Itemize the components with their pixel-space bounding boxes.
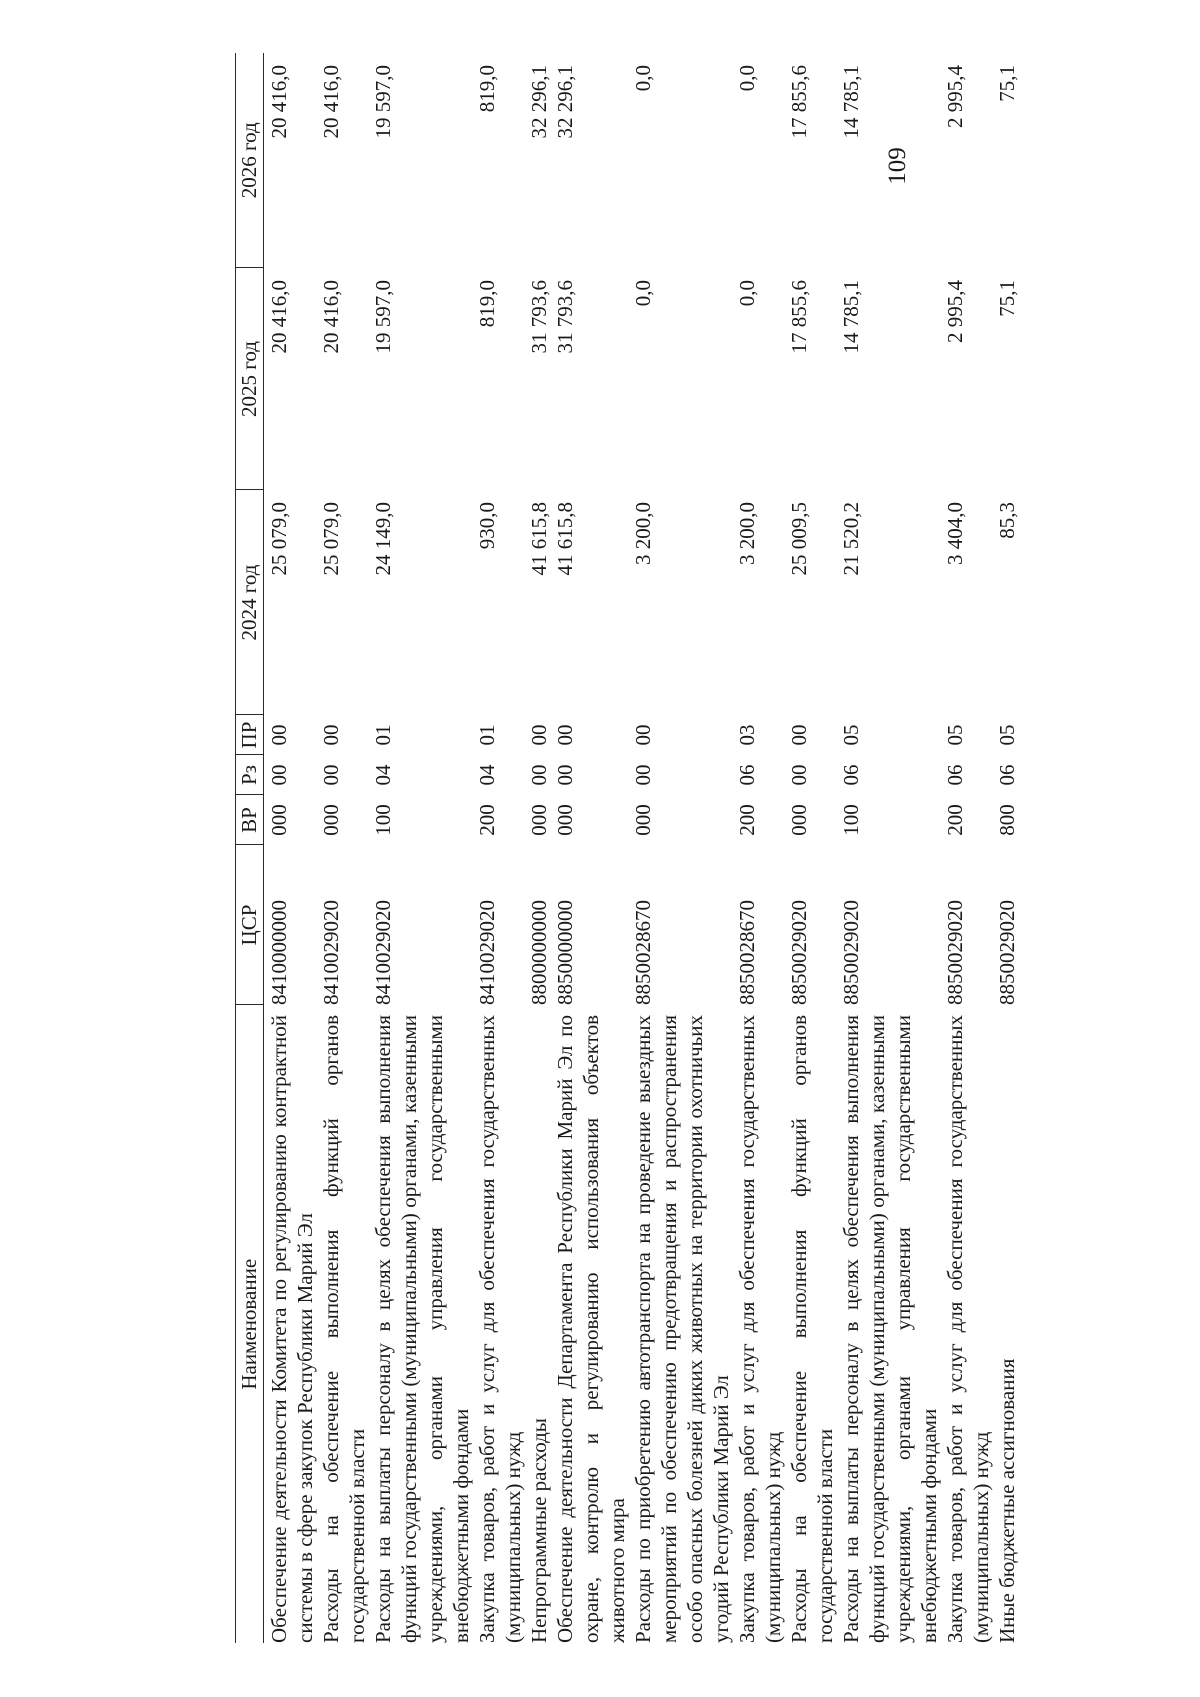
row-rz: 04 — [371, 764, 395, 786]
row-name: Закупка товаров, работ и услуг для обеспечения государственных (муниципальных) нужд — [475, 1015, 525, 1643]
row-2025: 75,1 — [995, 280, 1019, 317]
row-2024: 24 149,0 — [371, 502, 395, 576]
col-header-2025: 2025 год — [236, 268, 264, 490]
row-pr: 01 — [371, 724, 395, 746]
row-vr: 200 — [475, 804, 499, 836]
row-csr: 8410029020 — [475, 900, 499, 1005]
table-row — [370, 53, 474, 1643]
rotated-content — [235, 53, 1200, 1643]
row-rz: 06 — [943, 764, 967, 786]
row-csr: 8850029020 — [943, 900, 967, 1005]
row-vr: 000 — [267, 804, 291, 836]
row-2025: 20 416,0 — [267, 280, 291, 354]
table-row — [264, 53, 319, 1643]
row-2026: 20 416,0 — [267, 65, 291, 139]
table-row — [474, 53, 526, 1643]
row-2026: 32 296,1 — [527, 65, 551, 139]
col-header-csr: ЦСР — [236, 845, 264, 1005]
row-2026: 0,0 — [735, 65, 759, 92]
row-csr: 8850029020 — [839, 900, 863, 1005]
row-vr: 000 — [527, 804, 551, 836]
row-2024: 41 615,8 — [527, 502, 551, 576]
header-row — [236, 53, 264, 1643]
row-vr: 200 — [735, 804, 759, 836]
row-2026: 14 785,1 — [839, 65, 863, 139]
row-rz: 00 — [319, 764, 343, 786]
row-2025: 19 597,0 — [371, 280, 395, 354]
row-csr: 8800000000 — [527, 900, 551, 1005]
row-2024: 25 079,0 — [267, 502, 291, 576]
row-csr: 8850029020 — [995, 900, 1019, 1005]
row-2024: 930,0 — [475, 502, 499, 550]
table-row — [526, 53, 552, 1643]
row-csr: 8410000000 — [267, 900, 291, 1005]
row-2024: 3 200,0 — [735, 502, 759, 565]
col-header-pr: ПР — [236, 715, 264, 755]
row-rz: 06 — [839, 764, 863, 786]
table-row — [994, 53, 1020, 1643]
row-2025: 31 793,6 — [527, 280, 551, 354]
row-rz: 06 — [995, 764, 1019, 786]
row-2025: 2 995,4 — [943, 280, 967, 343]
row-2026: 19 597,0 — [371, 65, 395, 139]
row-rz: 00 — [527, 764, 551, 786]
row-2026: 2 995,4 — [943, 65, 967, 128]
row-rz: 06 — [735, 764, 759, 786]
row-2026: 32 296,1 — [553, 65, 577, 139]
row-2024: 25 079,0 — [319, 502, 343, 576]
row-csr: 8410029020 — [319, 900, 343, 1005]
row-name: Обеспечение деятельности Департамента Республики Марий Эл по охране, контролю и регулированию использования объектов животного мира — [553, 1015, 629, 1643]
row-2024: 41 615,8 — [553, 502, 577, 576]
row-pr: 00 — [631, 724, 655, 746]
table-row — [552, 53, 630, 1643]
row-2025: 0,0 — [631, 280, 655, 307]
col-header-rz: Рз — [236, 755, 264, 795]
row-2026: 75,1 — [995, 65, 1019, 102]
row-pr: 05 — [943, 724, 967, 746]
row-name: Закупка товаров, работ и услуг для обеспечения государственных (муниципальных) нужд — [735, 1015, 785, 1643]
table-row — [734, 53, 786, 1643]
row-vr: 100 — [839, 804, 863, 836]
row-name: Обеспечение деятельности Комитета по регулированию контрактной системы в сфере закупок Республики Марий Эл — [267, 1015, 317, 1643]
row-vr: 000 — [631, 804, 655, 836]
row-2026: 17 855,6 — [787, 65, 811, 139]
row-rz: 00 — [787, 764, 811, 786]
budget-table — [235, 53, 1020, 1643]
row-name: Расходы по приобретению автотранспорта на проведение выездных мероприятий по обеспечению предотвращения и распространения особо опасных болезней диких животных на территории охотничьих угодий Республики Марий Эл — [631, 1015, 733, 1643]
row-2024: 25 009,5 — [787, 502, 811, 576]
row-pr: 00 — [553, 724, 577, 746]
row-2026: 20 416,0 — [319, 65, 343, 139]
row-rz: 00 — [631, 764, 655, 786]
row-name: Расходы на обеспечение выполнения функций органов государственной власти — [319, 1015, 369, 1643]
row-vr: 000 — [319, 804, 343, 836]
row-2025: 14 785,1 — [839, 280, 863, 354]
row-2024: 3 404,0 — [943, 502, 967, 565]
row-pr: 01 — [475, 724, 499, 746]
row-vr: 800 — [995, 804, 1019, 836]
row-vr: 200 — [943, 804, 967, 836]
row-name: Закупка товаров, работ и услуг для обеспечения государственных (муниципальных) нужд — [943, 1015, 993, 1643]
table-row — [838, 53, 942, 1643]
table-row — [318, 53, 370, 1643]
row-2024: 85,3 — [995, 502, 1019, 539]
row-2024: 3 200,0 — [631, 502, 655, 565]
row-name: Иные бюджетные ассигнования — [995, 1358, 1019, 1643]
col-header-2024: 2024 год — [236, 490, 264, 715]
row-rz: 04 — [475, 764, 499, 786]
row-pr: 00 — [267, 724, 291, 746]
row-pr: 00 — [319, 724, 343, 746]
row-2025: 31 793,6 — [553, 280, 577, 354]
row-csr: 8850028670 — [631, 900, 655, 1005]
row-csr: 8850029020 — [787, 900, 811, 1005]
col-header-vr: ВР — [236, 795, 264, 845]
col-header-2026: 2026 год — [236, 53, 264, 268]
row-2024: 21 520,2 — [839, 502, 863, 576]
row-pr: 05 — [995, 724, 1019, 746]
row-2026: 0,0 — [631, 65, 655, 92]
table-row — [786, 53, 838, 1643]
row-2025: 17 855,6 — [787, 280, 811, 354]
row-rz: 00 — [267, 764, 291, 786]
row-csr: 8850000000 — [553, 900, 577, 1005]
table-row — [630, 53, 734, 1643]
row-vr: 100 — [371, 804, 395, 836]
row-2025: 819,0 — [475, 280, 499, 328]
row-vr: 000 — [787, 804, 811, 836]
row-pr: 00 — [527, 724, 551, 746]
row-name: Расходы на выплаты персоналу в целях обеспечения выполнения функций государственными (муниципальными) органами, казенными учреждениями, органами управления государственными внебюджетными фондами — [371, 1015, 473, 1643]
row-2025: 0,0 — [735, 280, 759, 307]
row-name: Непрограммные расходы — [527, 1418, 551, 1643]
col-header-name: Наименование — [236, 1005, 264, 1643]
row-2026: 819,0 — [475, 65, 499, 113]
row-pr: 05 — [839, 724, 863, 746]
row-rz: 00 — [553, 764, 577, 786]
row-name: Расходы на обеспечение выполнения функций органов государственной власти — [787, 1015, 837, 1643]
row-vr: 000 — [553, 804, 577, 836]
row-name: Расходы на выплаты персоналу в целях обеспечения выполнения функций государственными (муниципальными) органами, казенными учреждениями, органами управления государственными внебюджетными фондами — [839, 1015, 941, 1643]
row-pr: 03 — [735, 724, 759, 746]
row-csr: 8410029020 — [371, 900, 395, 1005]
table-row — [942, 53, 994, 1643]
row-csr: 8850028670 — [735, 900, 759, 1005]
page-number: 109 — [884, 147, 911, 185]
row-pr: 00 — [787, 724, 811, 746]
row-2025: 20 416,0 — [319, 280, 343, 354]
